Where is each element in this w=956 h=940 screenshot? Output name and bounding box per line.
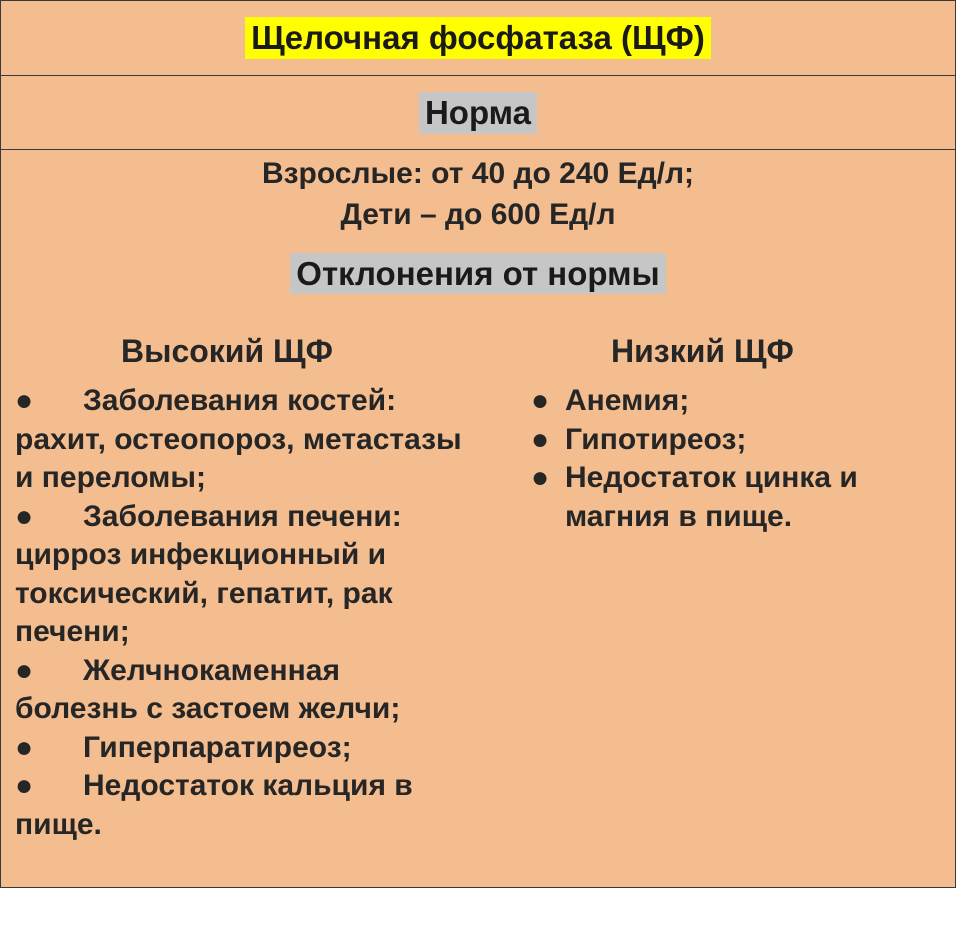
norm-children: Дети – до 600 Ед/л	[340, 198, 616, 231]
list-item-text: Анемия;	[565, 384, 690, 417]
high-alp-list	[15, 382, 465, 844]
norm-heading: Норма	[419, 92, 537, 134]
norm-adults: Взрослые: от 40 до 240 Ед/л;	[261, 157, 695, 190]
list-item	[15, 729, 465, 768]
high-alp-heading: Высокий ЩФ	[121, 333, 333, 369]
list-item-text: Желчнокаменная болезнь с застоем желчи;	[15, 653, 401, 725]
bullet-icon: ●	[15, 730, 34, 764]
low-alp-list	[531, 382, 941, 536]
list-item	[15, 498, 465, 652]
list-item-text: Недостаток цинка и магния в пище.	[565, 461, 858, 533]
bullet-icon: ●	[531, 384, 550, 417]
list-item	[531, 459, 941, 536]
title-row	[1, 1, 955, 76]
deviations-heading: Отклонения от нормы	[290, 253, 665, 294]
bullet-icon: ●	[15, 499, 34, 533]
norm-values	[1, 153, 955, 235]
list-item-text: Заболевания костей: рахит, остеопороз, метастазы и переломы;	[15, 384, 462, 494]
list-item-text: Гиперпаратиреоз;	[83, 730, 352, 764]
list-item-text: Гипотиреоз;	[565, 422, 747, 456]
list-item	[15, 767, 465, 844]
list-item-text: Заболевания печени: цирроз инфекционный и токсический, гепатит, рак печени;	[15, 499, 402, 648]
list-item-text: Недостаток кальция в пище.	[15, 769, 413, 841]
norm-row	[1, 76, 955, 150]
bullet-icon: ●	[15, 384, 34, 417]
list-item	[15, 652, 465, 729]
low-alp-heading: Низкий ЩФ	[611, 333, 794, 369]
page-title: Щелочная фосфатаза (ЩФ)	[245, 17, 711, 59]
bullet-icon: ●	[531, 422, 550, 456]
list-item	[15, 382, 465, 498]
list-item	[531, 421, 941, 460]
bullet-icon: ●	[531, 461, 550, 494]
bullet-icon: ●	[15, 769, 34, 802]
deviations-heading-wrap	[1, 255, 955, 293]
list-item	[531, 382, 941, 421]
bullet-icon: ●	[15, 653, 34, 687]
